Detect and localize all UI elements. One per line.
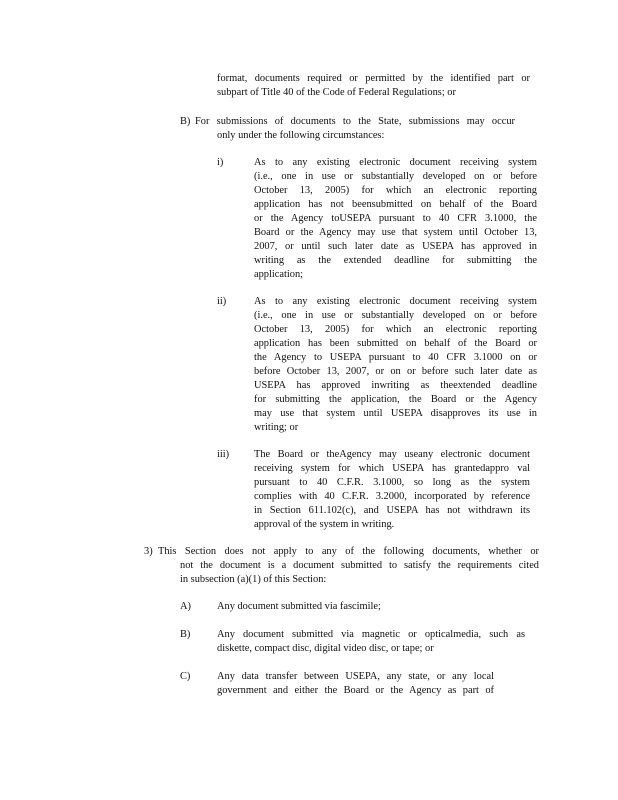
text-line: application has been submitted on behalf of the Board or (254, 338, 537, 349)
text-line: or the Agency toUSEPA pursuant to 40 CFR 3.1000, the (254, 213, 537, 224)
sub-item-b (180, 628, 540, 658)
sub-item-c-label: C) (180, 671, 191, 682)
text-line: Any data transfer between USEPA, any state, or any local (217, 671, 494, 682)
text-line: approval of the system in writing. (254, 519, 395, 530)
text-line: Any document submitted via magnetic or opticalmedia, such as (217, 629, 525, 640)
text-line: before October 13, 2007, or on or before such later date as (254, 366, 537, 377)
sub-item-iii-label: iii) (217, 449, 230, 460)
text-line: format, documents required or permitted by the identified part or (217, 73, 530, 84)
sub-item-iii (217, 448, 539, 536)
text-line: application; (254, 269, 304, 280)
text-line: The Board or theAgency may useany electronic document (254, 449, 530, 460)
sub-item-ii-label: ii) (217, 296, 227, 307)
text-line: application has not beensubmitted on behalf of the Board (254, 199, 537, 210)
text-line: October 13, 2005) for which an electronic reporting (254, 185, 537, 196)
text-line: writing as the extended deadline for submitting the (254, 255, 537, 266)
text-line: October 13, 2005) for which an electronic reporting (254, 324, 537, 335)
sub-item-b-label: B) (180, 629, 191, 640)
text-line: may use that system until USEPA disapproves its use in (254, 408, 537, 419)
text-line: (i.e., one in use or substantially developed on or before (254, 310, 537, 321)
text-line: pursuant to 40 C.F.R. 3.1000, so long as the system (254, 477, 530, 488)
text-line: Any document submitted via fascimile; (217, 601, 381, 612)
text-line: (i.e., one in use or substantially developed on or before (254, 171, 537, 182)
sub-item-a-label: A) (180, 601, 191, 612)
text-line: USEPA has approved inwriting as theextended deadline (254, 380, 537, 391)
text-line: the Agency to USEPA pursuant to 40 CFR 3.1000 on or (254, 352, 537, 363)
sub-item-i-label: i) (217, 157, 224, 168)
item-b (180, 115, 520, 145)
text-line: This Section does not apply to any of the following documents, whether or (158, 546, 539, 557)
text-line: As to any existing electronic document receiving system (254, 157, 537, 168)
text-line: in subsection (a)(1) of this Section: (180, 574, 327, 585)
intro-paragraph (217, 72, 530, 100)
item-3-label: 3) (144, 546, 153, 557)
text-line: For submissions of documents to the State, submissions may occur (195, 116, 515, 127)
text-line: receiving system for which USEPA has grantedappro val (254, 463, 530, 474)
text-line: government and either the Board or the Agency as part of (217, 685, 494, 696)
sub-item-a (180, 600, 540, 616)
text-line: for submitting the application, the Board or the Agency (254, 394, 537, 405)
item-b-label: B) (180, 116, 191, 127)
text-line: complies with 40 C.F.R. 3.2000, incorporated by reference (254, 491, 530, 502)
item-3 (144, 545, 544, 589)
text-line: diskette, compact disc, digital video disc, or tape; or (217, 643, 434, 654)
sub-item-i (217, 156, 539, 286)
text-line: writing; or (254, 422, 299, 433)
sub-item-c (180, 670, 540, 700)
text-line: only under the following circumstances: (217, 130, 385, 141)
text-line: 2007, or until such later date as USEPA has approved in (254, 241, 537, 252)
sub-item-ii (217, 295, 539, 439)
text-line: not the document is a document submitted to satisfy the requirements cited (180, 560, 539, 571)
text-line: As to any existing electronic document receiving system (254, 296, 537, 307)
text-line: in Section 611.102(c), and USEPA has not withdrawn its (254, 505, 530, 516)
text-line: subpart of Title 40 of the Code of Federal Regulations; or (217, 87, 456, 98)
text-line: Board or the Agency may use that system until October 13, (254, 227, 537, 238)
